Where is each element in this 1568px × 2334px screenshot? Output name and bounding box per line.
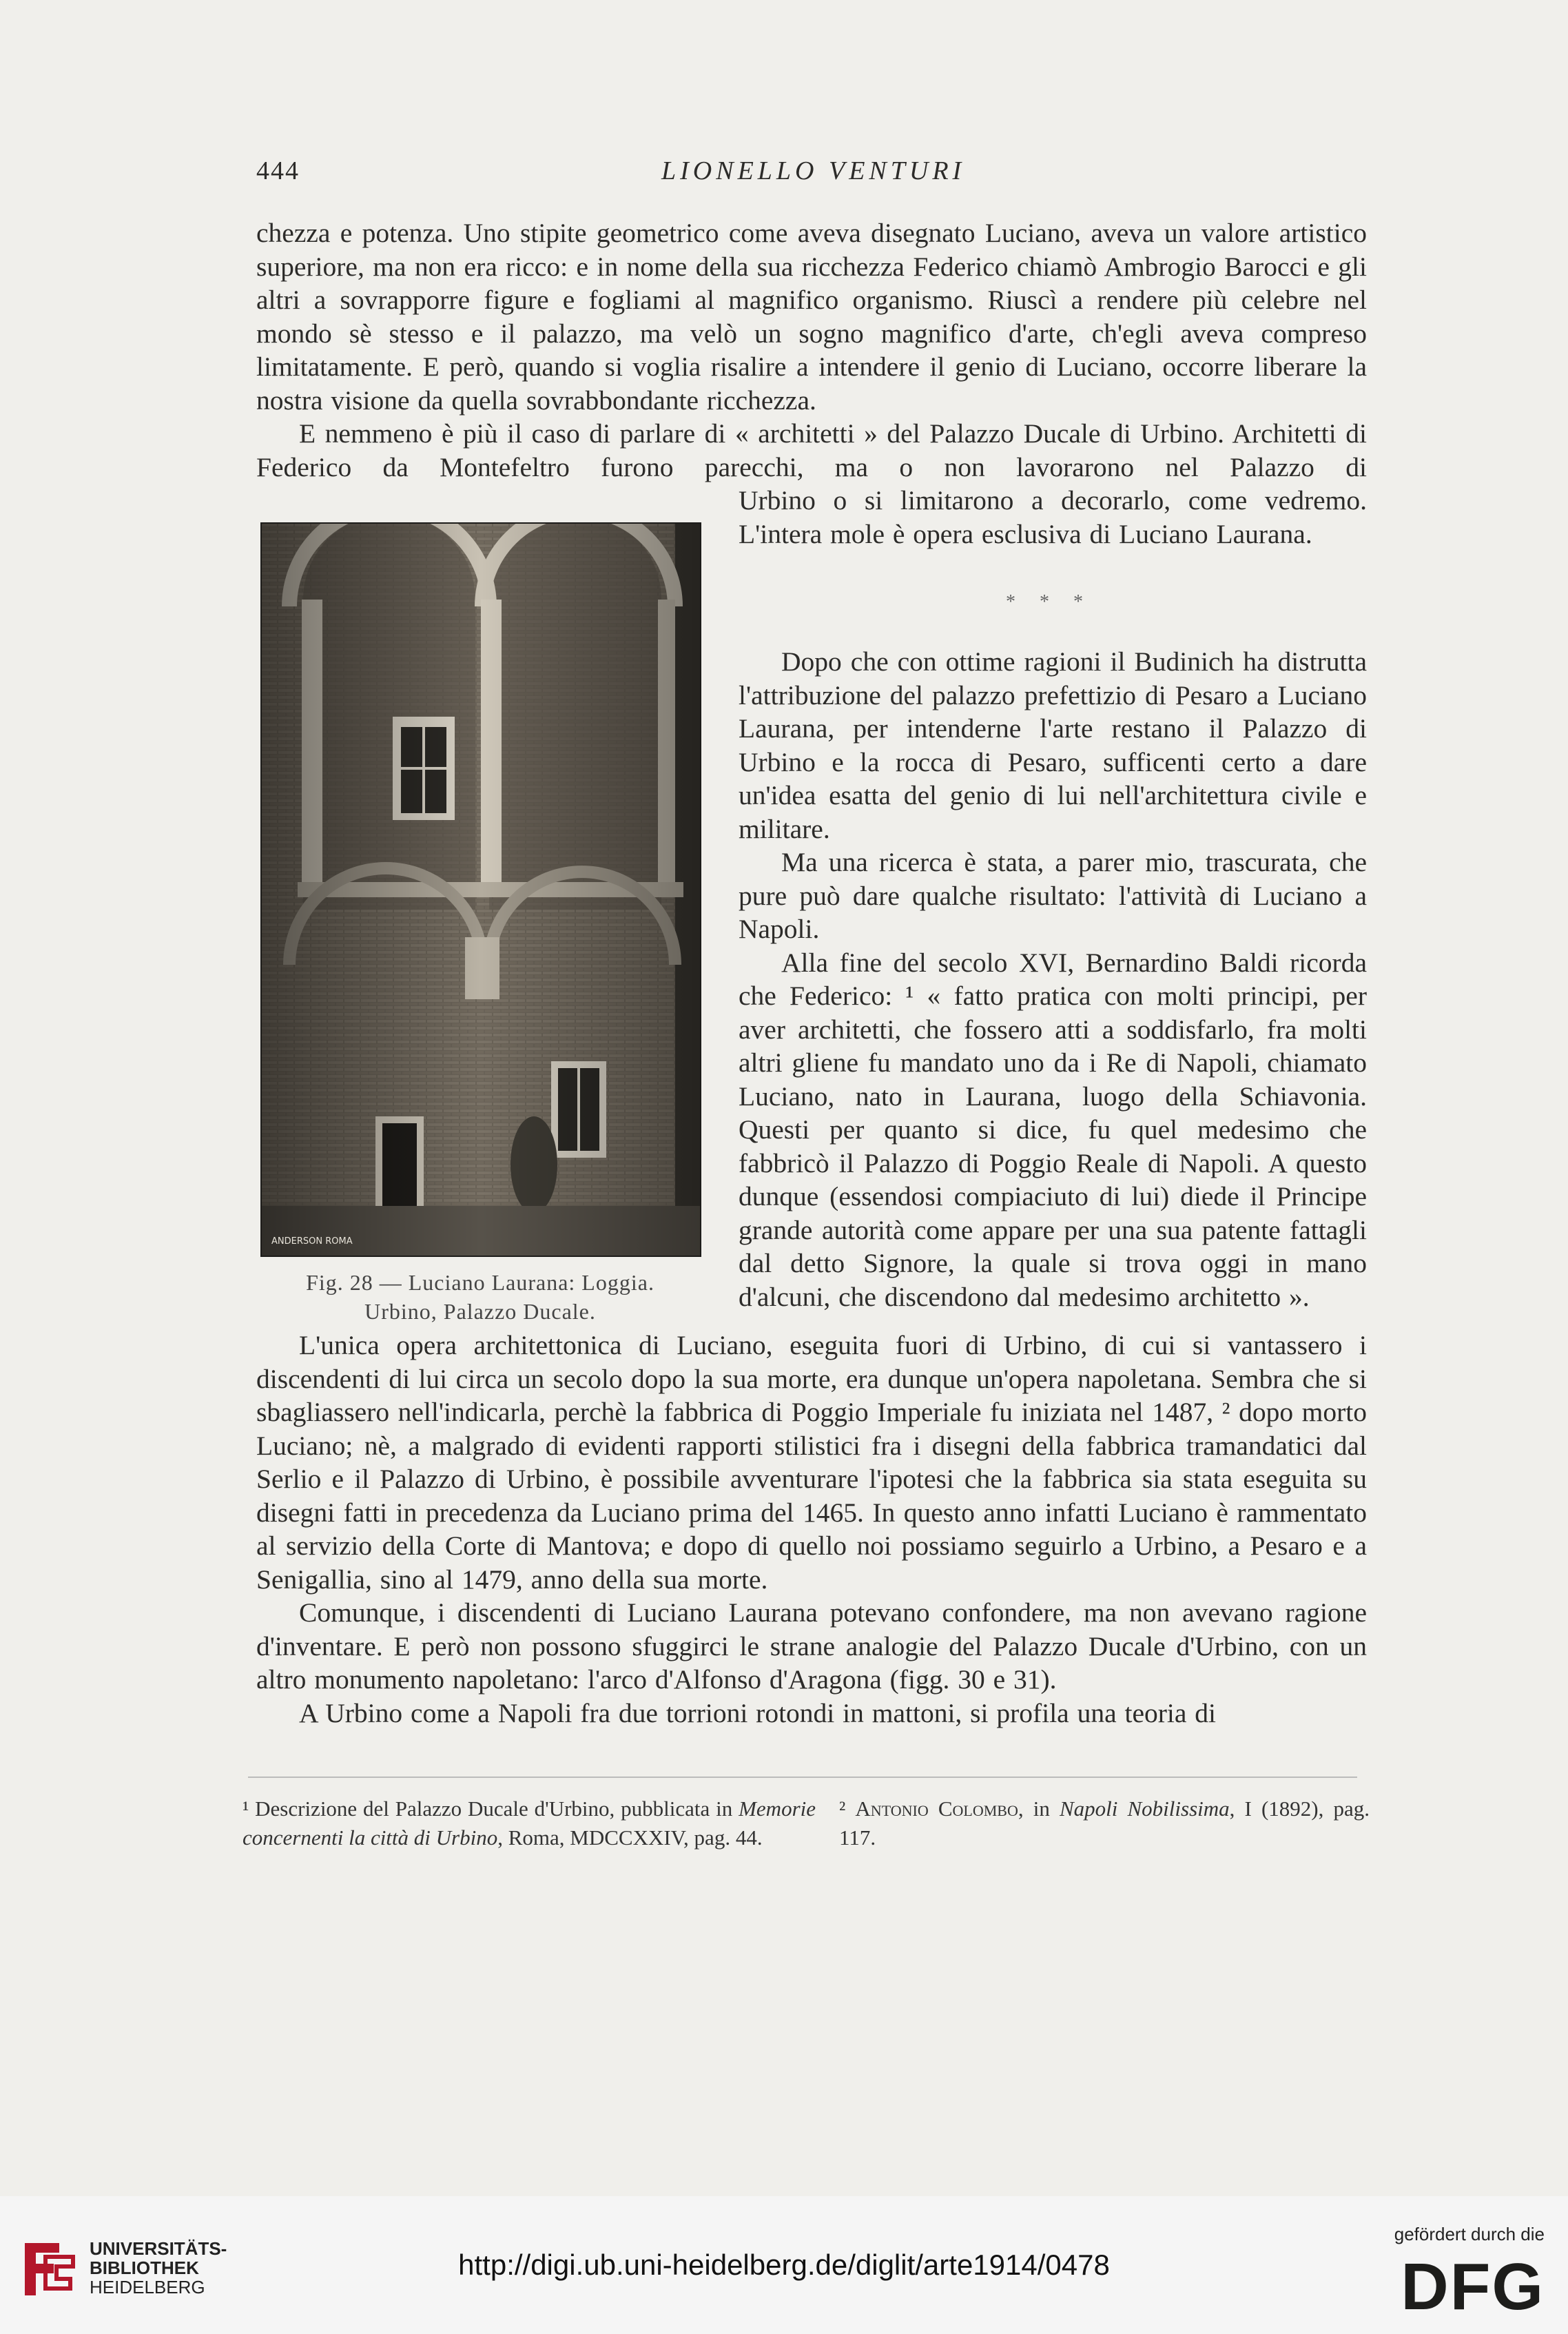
paragraph: Ma una ricerca è stata, a parer mio, trascurata, che pure può dare qualche risultato: l'attività di Luciano a Napoli. — [739, 847, 1367, 944]
library-name-line: HEIDELBERG — [90, 2277, 205, 2297]
footnote-2 — [839, 1794, 1370, 1852]
footnote-text: , Roma, MDCCXXIV, pag. 44. — [497, 1825, 763, 1850]
paragraph: Urbino o si limitarono a decorarlo, come vedremo. L'intera mole è opera esclusiva di Luciano Laurana. — [739, 485, 1367, 549]
footnote-title: Memorie concernenti la città di Urbino — [243, 1796, 816, 1850]
paragraph: L'unica opera architettonica di Luciano, eseguita fuori di Urbino, di cui si vantassero i discendenti di lui circa un secolo dopo la sua morte, era dunque un'opera napoletana. Sembra che si sbagliassero nell'indicarla, perchè la fabbrica di Poggio Imperiale fu iniziata nel 1487, ² dopo morto Luciano; nè, a malgrado di evidenti rapporti stilistici fra i disegni della fabbrica tramandatici dal Serlio e il Palazzo di Urbino, è possibile avventurare l'ipotesi che la fabbrica sia stata eseguita su disegni fatti in precedenza da Luciano prima del 1465. In questo anno infatti Luciano è rammentato al servizio della Corte di Mantova; e dopo di quello noi possiamo seguirlo a Urbino, a Pesaro e a Senigallia, sino al 1479, anno della sua morte. — [256, 1330, 1367, 1595]
section-separator: * * * — [1006, 591, 1093, 613]
footnote-text: , I (1892), pag. 117. — [839, 1796, 1370, 1850]
body-text-top — [256, 216, 1367, 484]
library-name-line: BIBLIOTHEK — [90, 2258, 199, 2278]
photo-credit: ANDERSON ROMA — [271, 1236, 353, 1247]
page-number: 444 — [256, 156, 300, 185]
loggia-photo-image — [262, 524, 700, 1256]
library-name-line: UNIVERSITÄTS- — [90, 2238, 227, 2259]
body-text-right-top — [739, 484, 1367, 551]
footnote-text: ² — [839, 1796, 856, 1821]
permalink-url[interactable]: http://digi.ub.uni-heidelberg.de/diglit/arte1914/0478 — [458, 2249, 1110, 2281]
footnote-text: ¹ Descrizione del Palazzo Ducale d'Urbino, pubblicata in — [243, 1796, 739, 1821]
footnote-text: , in — [1018, 1796, 1060, 1821]
paragraph: E nemmeno è più il caso di parlare di « architetti » del Palazzo Ducale di Urbino. Architetti di Federico da Montefeltro furono parecchi, ma o non lavorarono nel Palazzo di — [256, 418, 1367, 482]
footnote-author: Antonio Colombo — [855, 1796, 1018, 1821]
body-text-right — [739, 645, 1367, 1313]
dfg-logo[interactable]: DFG — [1401, 2250, 1545, 2324]
paragraph: chezza e potenza. Uno stipite geometrico come aveva disegnato Luciano, aveva un valore artistico superiore, ma non era ricco: e in nome della sua ricchezza Federico chiamò Ambrogio Barocci e gli altri a sovrapporre figure e fogliami al magnifico organismo. Riuscì a rendere più celebre nel mondo sè stesso e il palazzo, ma velò un sogno magnifico d'arte, ch'egli aveva compreso limitatamente. E però, quando si voglia risalire a intendere il genio di Luciano, occorre liberare la nostra visione da quella sovrabbondante ricchezza. — [256, 218, 1367, 416]
footnote-rule — [248, 1777, 1357, 1778]
paragraph: Comunque, i discendenti di Luciano Laurana potevano confondere, ma non avevano ragione d'inventare. E però non possono sfuggirci le strane analogie del Palazzo Ducale d'Urbino, con un altro monumento napoletano: l'arco d'Alfonso d'Aragona (figg. 30 e 31). — [256, 1597, 1367, 1695]
paragraph: Alla fine del secolo XVI, Bernardino Baldi ricorda che Federico: ¹ « fatto pratica con molti principi, per aver architetti, che fossero atti a soddisfarlo, fra molti altri gliene fu mandato uno da i Re di Napoli, chiamato Luciano, nato in Laurana, luogo della Schiavonia. Questi per quanto si dice, fu quel medesimo che fabbricò il Palazzo di Poggio Reale di Napoli. A questo dunque (essendosi compiaciuto di lui) diede il Principe grande autorità come appare per una sua patente fattagli dal detto Signore, la quale si trova oggi in mano d'alcuni, che discendono dal medesimo architetto ». — [739, 947, 1367, 1312]
caption-line: Fig. 28 — Luciano Laurana: Loggia. — [306, 1270, 654, 1295]
viewer-footer — [0, 2196, 1568, 2334]
caption-line: Urbino, Palazzo Ducale. — [364, 1299, 596, 1324]
figure-caption — [256, 1268, 704, 1326]
loggia-photograph — [260, 522, 701, 1257]
footnote-title: Napoli Nobilissima — [1059, 1796, 1230, 1821]
footnote-1 — [243, 1794, 816, 1852]
running-header: LIONELLO VENTURI — [661, 156, 966, 185]
body-text-bottom — [256, 1329, 1367, 1730]
funding-label: gefördert durch die — [1394, 2224, 1545, 2244]
paragraph: Dopo che con ottime ragioni il Budinich ha distrutta l'attribuzione del palazzo prefettizio di Pesaro a Luciano Laurana, per intenderne l'arte restano il Palazzo di Urbino e la rocca di Pesaro, sufficenti certo a dare un'idea esatta del genio di lui nell'architettura civile e militare. — [739, 646, 1367, 844]
paragraph: A Urbino come a Napoli fra due torrioni rotondi in mattoni, si profila una teoria di — [299, 1697, 1216, 1728]
